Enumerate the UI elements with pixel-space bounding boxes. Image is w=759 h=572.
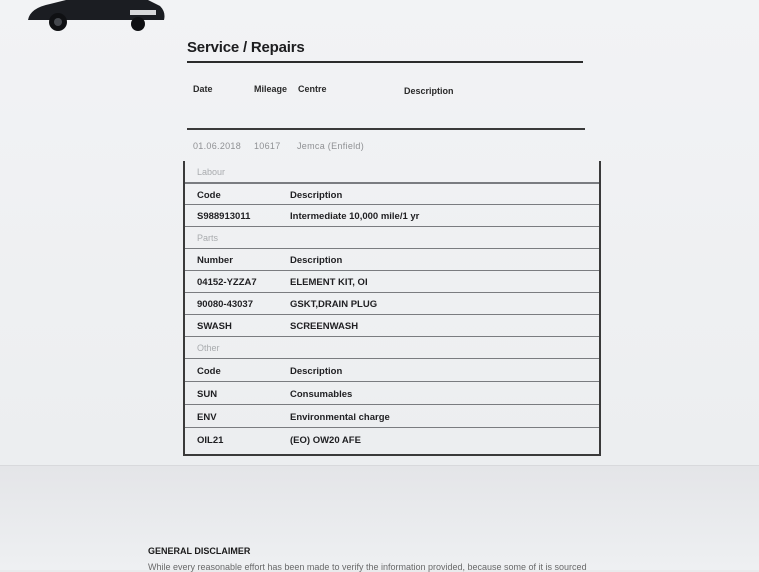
parts-section-row	[185, 227, 599, 249]
header-description: Description	[404, 86, 454, 96]
table-row	[185, 293, 599, 315]
part-description: ELEMENT KIT, OI	[290, 277, 368, 288]
page-title: Service / Repairs	[187, 39, 305, 56]
header-date: Date	[193, 84, 213, 94]
disclaimer-title: GENERAL DISCLAIMER	[148, 546, 251, 556]
labour-header-row	[185, 183, 599, 205]
parts-label: Parts	[197, 233, 219, 243]
other-description: Environmental charge	[290, 412, 390, 423]
header-mileage: Mileage	[254, 84, 288, 94]
labour-description: Intermediate 10,000 mile/1 yr	[290, 211, 420, 222]
disclaimer-text: While every reasonable effort has been made to verify the information provided, because some of it is sourced	[148, 562, 587, 572]
document-lower-page	[0, 465, 759, 570]
parts-col-description: Description	[290, 255, 343, 266]
other-code: SUN	[197, 389, 218, 400]
service-details-table	[183, 161, 601, 456]
table-row	[185, 406, 599, 428]
header-centre: Centre	[298, 84, 327, 94]
part-number: SWASH	[197, 321, 232, 332]
other-section-row	[185, 337, 599, 359]
table-row	[185, 271, 599, 293]
entry-mileage: 10617	[254, 141, 281, 151]
other-description: Consumables	[290, 389, 353, 400]
part-description: GSKT,DRAIN PLUG	[290, 299, 378, 310]
other-col-description: Description	[290, 366, 343, 377]
table-row	[185, 383, 599, 405]
car-icon	[20, 0, 170, 32]
title-divider	[187, 61, 583, 63]
other-header-row	[185, 360, 599, 382]
part-description: SCREENWASH	[290, 321, 359, 332]
labour-section-row	[185, 161, 599, 183]
table-row	[185, 315, 599, 337]
part-number: 04152-YZZA7	[197, 277, 257, 288]
other-code: OIL21	[197, 435, 224, 446]
labour-col-description: Description	[290, 190, 343, 201]
other-code: ENV	[197, 412, 217, 423]
header-divider	[187, 128, 585, 130]
table-row	[185, 205, 599, 227]
parts-col-number: Number	[197, 255, 233, 266]
entry-date: 01.06.2018	[193, 141, 242, 151]
other-label: Other	[197, 343, 220, 353]
labour-code: S988913011	[197, 211, 251, 222]
part-number: 90080-43037	[197, 299, 253, 310]
parts-header-row	[185, 249, 599, 271]
other-col-code: Code	[197, 366, 221, 377]
entry-centre: Jemca (Enfield)	[297, 141, 365, 151]
labour-col-code: Code	[197, 190, 221, 201]
labour-label: Labour	[197, 167, 226, 177]
table-row	[185, 429, 599, 451]
other-description: (EO) OW20 AFE	[290, 435, 361, 446]
